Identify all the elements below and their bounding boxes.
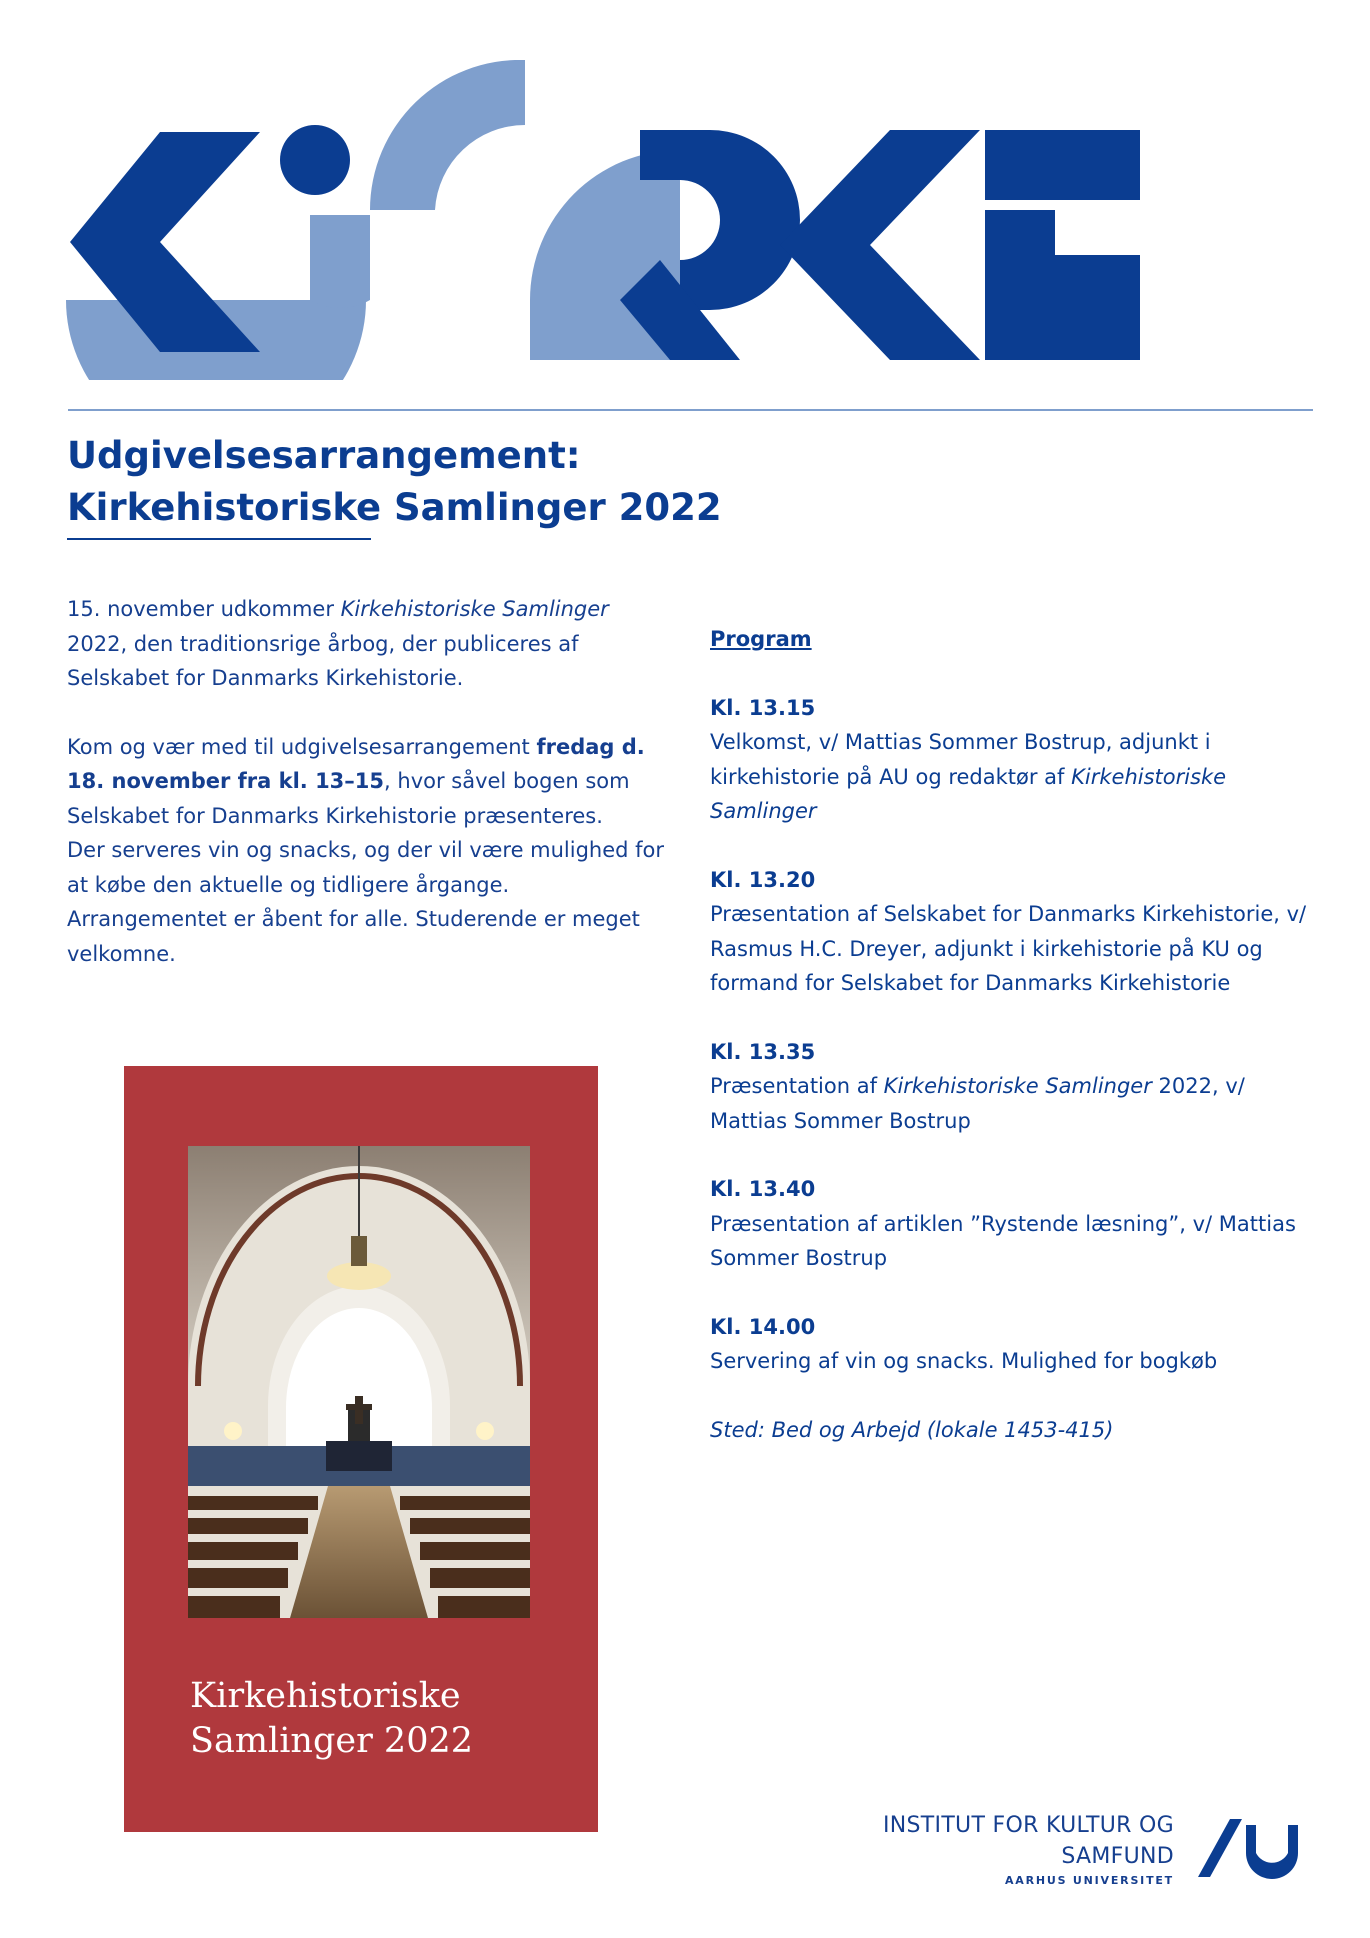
program-heading: Program [710, 627, 812, 651]
institute-name [800, 1810, 1174, 1872]
intro-p2-bold: fredag d. 18. november fra kl. 13–15 [67, 734, 645, 793]
header-divider [68, 409, 1313, 411]
university-name: AARHUS UNIVERSITET [1004, 1874, 1174, 1887]
institute-line-2: SAMFUND [1061, 1844, 1174, 1869]
program-description [710, 1069, 1310, 1138]
venue-text: Sted: Bed og Arbejd (lokale 1453-415) [710, 1417, 1114, 1442]
institute-line-1: INSTITUT FOR KULTUR OG [882, 1813, 1174, 1838]
intro-p2-end: , hvor såvel bogen som Selskabet for Danmarks Kirkehistorie præsenteres. [67, 769, 630, 828]
title-line-2: Kirkehistoriske Samlinger 2022 [67, 486, 722, 529]
desc-text: Servering af vin og snacks. Mulighed for bogkøb [710, 1349, 1218, 1373]
intro-p1-end: 2022, den traditionsrige årbog, der publiceres af Selskabet for Danmarks Kirkehistorie. [67, 631, 579, 690]
desc-italic: Kirkehistoriske Samlinger [710, 764, 1227, 823]
program-section [710, 622, 1310, 1447]
program-time: Kl. 13.35 [710, 1039, 816, 1064]
desc-text: Præsentation af artiklen ”Rystende læsning”, v/ Mattias Sommer Bostrup [710, 1211, 1296, 1270]
program-time: Kl. 13.40 [710, 1177, 816, 1201]
program-item [710, 1172, 1310, 1276]
cover-title-line-2: Samlinger 2022 [190, 1721, 474, 1761]
program-description [710, 725, 1310, 829]
program-item [710, 1035, 1310, 1139]
desc-text: Præsentation af Selskabet for Danmarks Kirkehistorie, v/ Rasmus H.C. Dreyer, adjunkt i kirkehistorie på KU og formand for Selskabet for Danmarks Kirkehistorie [710, 902, 1307, 995]
program-time: Kl. 13.15 [710, 695, 816, 720]
church-interior-photo [188, 1146, 530, 1618]
intro-p2-start: Kom og vær med til udgivelsesarrangement [67, 734, 537, 759]
intro-paragraph-1 [67, 592, 667, 696]
page-title [67, 430, 722, 534]
program-description [710, 1344, 1310, 1379]
desc-italic: Kirkehistoriske Samlinger [883, 1074, 1152, 1098]
program-item [710, 1310, 1310, 1379]
intro-paragraph-3: Der serveres vin og snacks, og der vil være mulighed for at købe den aktuelle og tidligere årgange. [67, 838, 665, 897]
intro-paragraph-2 [67, 730, 667, 834]
title-line-1: Udgivelsesarrangement: [67, 434, 581, 477]
intro-text [67, 592, 667, 971]
book-cover [124, 1066, 598, 1832]
cover-title-line-1: Kirkehistoriske [190, 1676, 461, 1716]
desc-text: Præsentation af [710, 1074, 884, 1098]
kirke-wordmark-icon [60, 60, 1240, 380]
program-item [710, 863, 1310, 1001]
intro-p1-italic: Kirkehistoriske Samlinger [340, 597, 609, 621]
intro-paragraph-4: Arrangementet er åbent for alle. Studerende er meget velkomne. [67, 907, 640, 966]
title-underline [67, 538, 371, 540]
program-description [710, 1207, 1310, 1276]
program-time: Kl. 14.00 [710, 1314, 816, 1339]
program-item [710, 691, 1310, 829]
desc-text: Velkomst, v/ Mattias Sommer Bostrup, adjunkt i kirkehistorie på AU og redaktør af [710, 730, 1211, 789]
desc-text-end: 2022, v/ Mattias Sommer Bostrup [710, 1074, 1245, 1133]
program-description [710, 897, 1310, 1001]
cover-title [190, 1674, 590, 1764]
program-time: Kl. 13.20 [710, 867, 816, 892]
intro-p1-start: 15. november udkommer [67, 597, 341, 621]
au-logo-icon [1190, 1815, 1300, 1885]
